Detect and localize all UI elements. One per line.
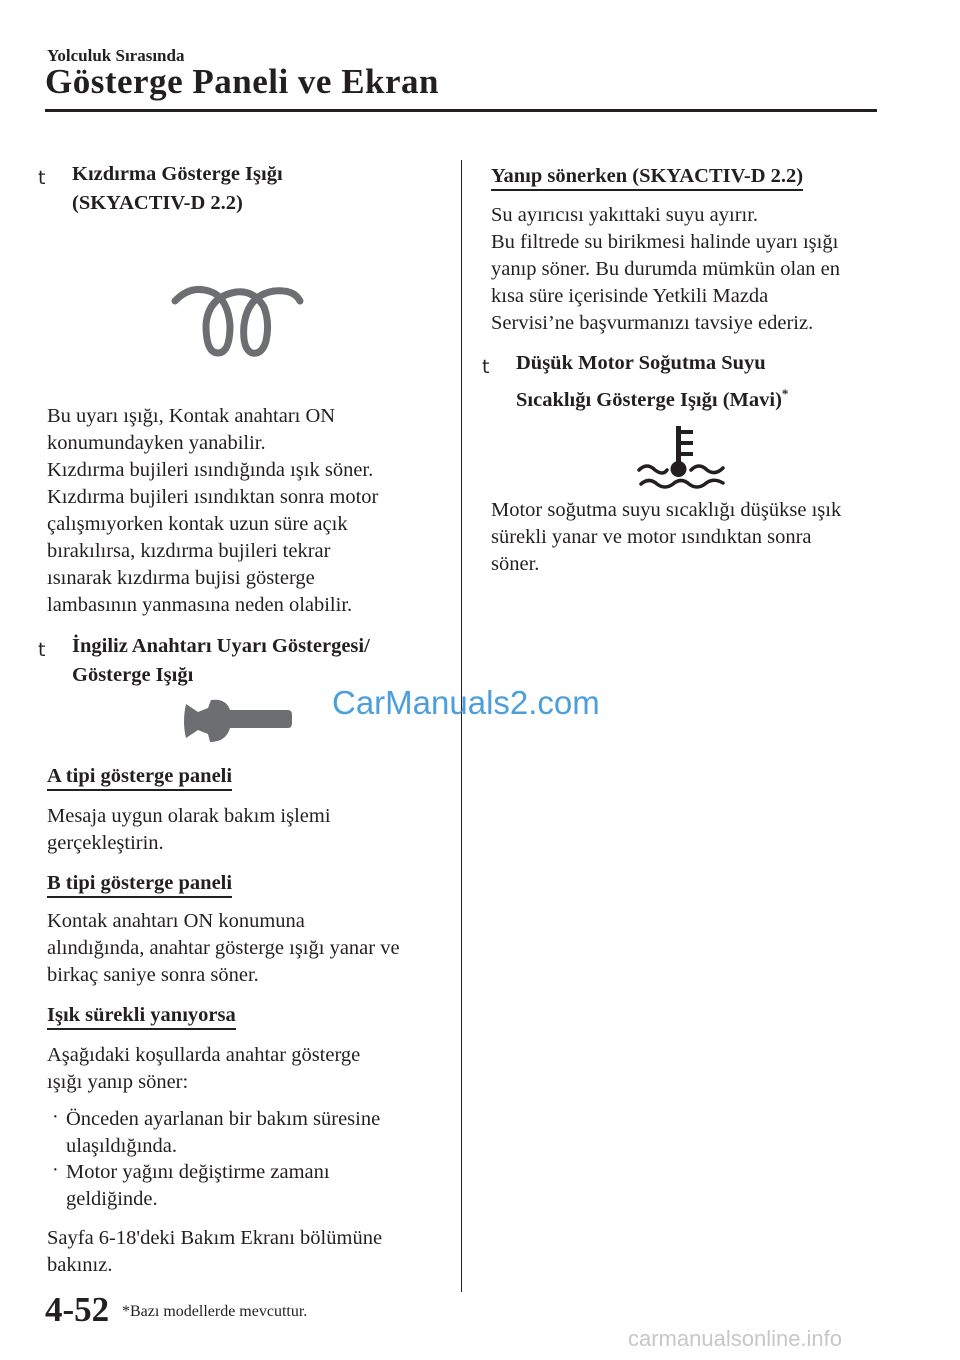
text-line: ısınarak kızdırma bujisi gösterge xyxy=(47,567,315,589)
text-line: Aşağıdaki koşullarda anahtar gösterge xyxy=(47,1044,361,1066)
type-b-body xyxy=(47,908,400,989)
glow-heading-line1: Kızdırma Gösterge Işığı xyxy=(72,163,283,185)
glow-plug-coil-icon xyxy=(170,283,304,359)
flashing-heading: Yanıp sönerken (SKYACTIV-D 2.2) xyxy=(491,164,803,191)
text-line: Kızdırma bujileri ısındıktan sonra motor xyxy=(47,486,379,508)
coolant-temperature-icon xyxy=(637,422,727,492)
text-line: yanıp söner. Bu durumda mümkün olan en xyxy=(491,258,841,280)
title-rule xyxy=(45,109,877,112)
wrench-heading-line2: Gösterge Işığı xyxy=(72,664,194,686)
text-line: Su ayırıcısı yakıttaki suyu ayırır. xyxy=(491,204,759,226)
text-line: Motor soğutma suyu sıcaklığı düşükse ışık xyxy=(491,499,842,521)
type-b-heading: B tipi gösterge paneli xyxy=(47,871,232,898)
section-marker: t xyxy=(38,639,46,661)
page-title: Gösterge Paneli ve Ekran xyxy=(45,62,440,101)
text-line: ulaşıldığında. xyxy=(66,1135,178,1157)
coolant-heading-text: Sıcaklığı Gösterge Işığı (Mavi) xyxy=(516,388,782,411)
text-line: Bu uyarı ışığı, Kontak anahtarı ON xyxy=(47,405,336,427)
text-line: Sayfa 6-18'deki Bakım Ekranı bölümüne xyxy=(47,1227,383,1249)
type-a-heading: A tipi gösterge paneli xyxy=(47,764,232,791)
text-line: alındığında, anahtar gösterge ışığı yanar ve xyxy=(47,937,400,959)
text-line: Servisi’ne başvurmanızı tavsiye ederiz. xyxy=(491,312,814,334)
watermark-text: CarManuals2.com xyxy=(332,684,600,721)
bullet-item xyxy=(66,1106,380,1160)
glow-heading-line2: (SKYACTIV-D 2.2) xyxy=(72,192,243,214)
bullet-item xyxy=(66,1159,330,1213)
text-line: birkaç saniye sonra söner. xyxy=(47,964,259,986)
text-line: bırakılırsa, kızdırma bujileri tekrar xyxy=(47,540,331,562)
footnote: *Bazı modellerde mevcuttur. xyxy=(122,1303,308,1320)
text-line: lambasının yanmasına neden olabilir. xyxy=(47,594,353,616)
text-line: çalışmıyorken kontak uzun süre açık xyxy=(47,513,348,535)
reference-text xyxy=(47,1225,382,1279)
always-on-body xyxy=(47,1042,360,1096)
section-marker: t xyxy=(38,167,46,189)
coolant-body xyxy=(491,497,841,578)
page-number: 4-52 xyxy=(45,1290,110,1329)
text-line: Bu filtrede su birikmesi halinde uyarı ışığı xyxy=(491,231,839,253)
glow-body xyxy=(47,403,378,619)
bullet-dot: · xyxy=(52,1159,59,1181)
text-line: konumundayken yanabilir. xyxy=(47,432,266,454)
text-line: gerçekleştirin. xyxy=(47,832,164,854)
text-line: Kontak anahtarı ON konumuna xyxy=(47,910,305,932)
wrench-heading-line1: İngiliz Anahtarı Uyarı Göstergesi/ xyxy=(72,635,370,657)
text-line: Mesaja uygun olarak bakım işlemi xyxy=(47,805,331,827)
text-line: Kızdırma bujileri ısındığında ışık söner. xyxy=(47,459,374,481)
text-line: kısa süre içerisinde Yetkili Mazda xyxy=(491,285,769,307)
coolant-heading-line1: Düşük Motor Soğutma Suyu xyxy=(516,352,766,374)
section-label: Yolculuk Sırasında xyxy=(47,46,185,65)
wrench-icon xyxy=(184,698,292,746)
site-watermark: carmanualsonline.info xyxy=(628,1326,843,1351)
asterisk-mark: * xyxy=(781,386,789,401)
text-line: bakınız. xyxy=(47,1254,113,1276)
flashing-body xyxy=(491,202,840,337)
always-on-heading: Işık sürekli yanıyorsa xyxy=(47,1003,236,1030)
text-line: sürekli yanar ve motor ısındıktan sonra xyxy=(491,526,812,548)
text-line: ışığı yanıp söner: xyxy=(47,1071,189,1093)
type-a-body xyxy=(47,803,331,857)
text-line: Motor yağını değiştirme zamanı xyxy=(66,1161,330,1183)
bullet-dot: · xyxy=(52,1106,59,1128)
coolant-heading-line2 xyxy=(516,379,788,415)
text-line: Önceden ayarlanan bir bakım süresine xyxy=(66,1108,381,1130)
text-line: söner. xyxy=(491,553,540,575)
column-divider xyxy=(461,160,462,1292)
text-line: geldiğinde. xyxy=(66,1188,158,1210)
section-marker: t xyxy=(482,356,490,378)
